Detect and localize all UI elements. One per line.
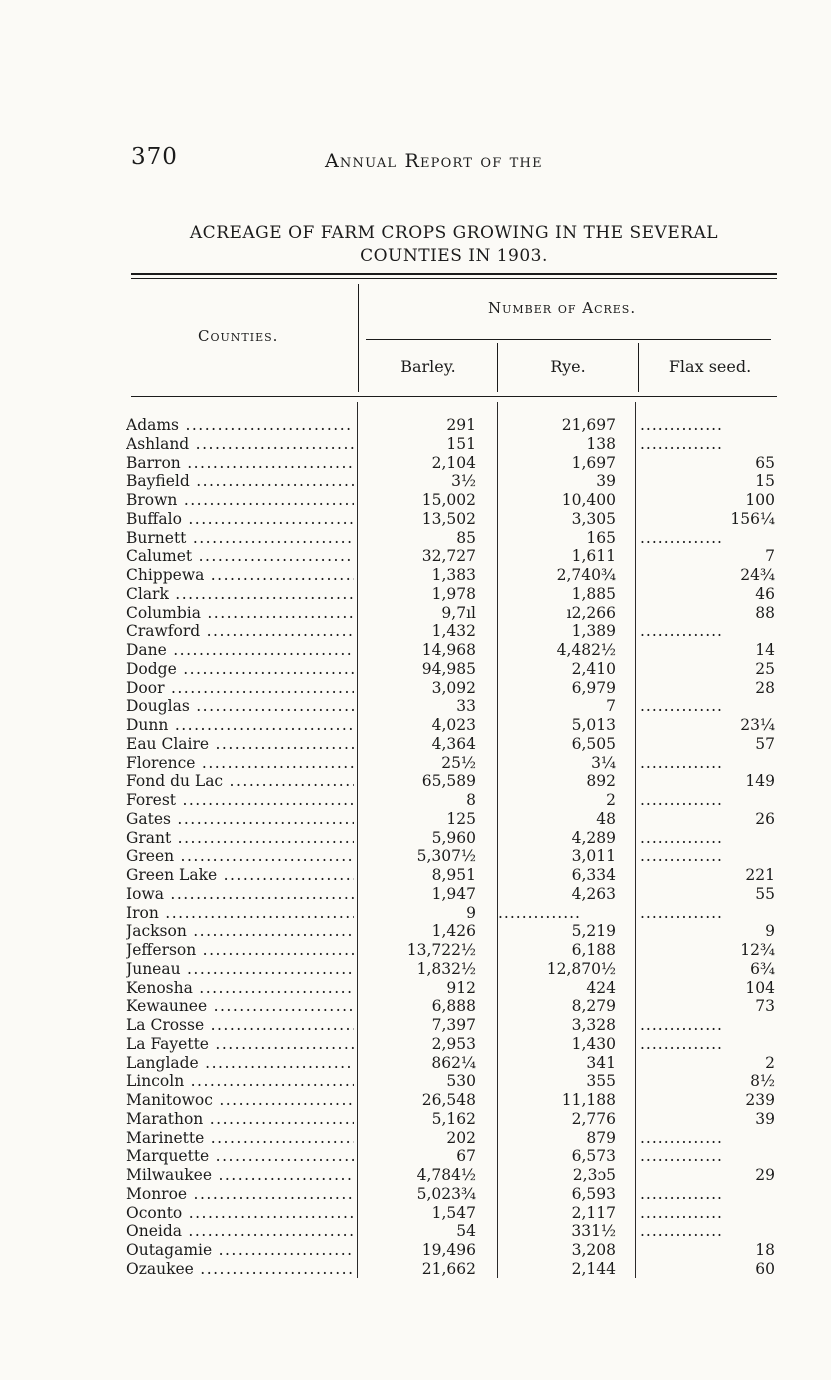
rye-acres: 5,219 [571, 922, 616, 941]
flax-acres: 24¾ [740, 566, 775, 584]
county-name: Crawford ..... [126, 622, 354, 641]
barley-acres: 3½ [451, 472, 476, 491]
flax-acres: 7 [765, 547, 775, 566]
barley-acres: 9 [466, 903, 476, 922]
flax-acres: 39 [755, 1109, 775, 1128]
flax-acres: 18 [755, 1241, 775, 1259]
barley-acres: 94,985 [421, 659, 476, 678]
table-row [126, 679, 777, 698]
rye-acres: 138 [586, 434, 616, 453]
barley-acres: 1,978 [431, 584, 476, 603]
barley-acres: 1,832½ [416, 959, 476, 978]
flax-acres: .............. [640, 1016, 723, 1034]
barley-acres: 291 [446, 416, 476, 434]
rye-acres: 1,389 [571, 622, 616, 641]
flax-acres: .............. [640, 847, 723, 866]
county-name: Jackson ..... [126, 922, 354, 941]
table-row [126, 604, 777, 623]
county-name: Marquette ..... [126, 1147, 354, 1166]
top-double-rule-2 [131, 278, 777, 279]
rye-acres: 3,011 [571, 847, 616, 866]
barley-acres: 32,727 [421, 547, 476, 566]
rye-acres: 2,3ɔ5 [572, 1166, 616, 1184]
flax-acres: .............. [640, 1222, 723, 1241]
barley-acres: 4,364 [431, 734, 476, 753]
rye-acres: 165 [586, 528, 616, 547]
table-row [126, 1072, 777, 1091]
county-name: Green Lake ..... [126, 866, 354, 885]
table-row [126, 1241, 777, 1260]
rye-acres: 424 [586, 978, 616, 997]
flax-acres: 88 [755, 603, 775, 622]
county-name: Ashland ..... [126, 435, 354, 454]
flax-acres: .............. [640, 753, 723, 772]
table-row [126, 997, 777, 1016]
barley-acres: 9,7ıl [441, 603, 476, 622]
barley-acres: 65,589 [421, 772, 476, 791]
rye-acres: 331½ [571, 1222, 616, 1241]
table-row [126, 1204, 777, 1223]
table-row [126, 810, 777, 829]
rye-acres: 21,697 [561, 416, 616, 434]
county-name: Oconto ..... [126, 1204, 354, 1223]
county-name: Forest ..... [126, 791, 354, 810]
barley-acres: 202 [446, 1128, 476, 1147]
barley-acres: 14,968 [421, 641, 476, 659]
county-name: Dunn ..... [126, 716, 354, 735]
table-row [126, 1091, 777, 1110]
rye-acres: 4,263 [571, 884, 616, 903]
county-name: Ozaukee ..... [126, 1260, 354, 1279]
county-name: Iron ..... [126, 904, 354, 923]
barley-acres: 85 [456, 528, 476, 547]
table-row [126, 585, 777, 604]
barley-acres: 5,960 [431, 828, 476, 847]
flax-acres: 23¼ [740, 716, 775, 734]
column-header-flax-seed: Flax seed. [668, 357, 752, 376]
county-name: Dane ..... [126, 641, 354, 660]
flax-acres: .............. [640, 1184, 723, 1203]
rye-acres: 48 [596, 809, 616, 828]
rye-acres: 2,144 [571, 1259, 616, 1278]
barley-acres: 4,023 [431, 716, 476, 734]
flax-acres: .............. [640, 697, 723, 716]
flax-acres: .............. [640, 622, 723, 641]
running-head: Annual Report of the [325, 150, 543, 172]
flax-acres: 29 [755, 1166, 775, 1184]
stub-header: Counties. [198, 327, 279, 345]
county-name: Gates ..... [126, 810, 354, 829]
barley-acres: 15,002 [421, 491, 476, 509]
table-row [126, 1147, 777, 1166]
flax-acres: 239 [745, 1091, 775, 1109]
county-name: Chippewa ..... [126, 566, 354, 585]
rye-acres: 2,740¾ [556, 566, 616, 584]
rye-acres: 1,430 [571, 1034, 616, 1053]
flax-acres: 221 [745, 866, 775, 884]
group-header: Number of Acres. [488, 299, 637, 317]
rye-acres: 3,305 [571, 509, 616, 528]
county-name: Burnett ..... [126, 529, 354, 548]
rye-acres: 4,482½ [556, 641, 616, 659]
table-row [126, 904, 777, 923]
flax-acres: 12¾ [740, 941, 775, 959]
county-name: Oneida ..... [126, 1222, 354, 1241]
table-row [126, 641, 777, 660]
flax-acres: 55 [755, 884, 775, 903]
column-header-rye: Rye. [550, 357, 586, 376]
barley-acres: 7,397 [431, 1016, 476, 1034]
table-row [126, 941, 777, 960]
rye-acres: 10,400 [561, 491, 616, 509]
barley-acres: 4,784½ [416, 1166, 476, 1184]
rye-acres: 6,505 [571, 734, 616, 753]
county-name: Clark ..... [126, 585, 354, 604]
flax-acres: .............. [640, 791, 723, 809]
table-row [126, 510, 777, 529]
barley-acres: 26,548 [421, 1091, 476, 1109]
table-row [126, 1035, 777, 1054]
table-row [126, 1260, 777, 1279]
barley-acres: 19,496 [421, 1241, 476, 1259]
table-row [126, 1222, 777, 1241]
barley-acres: 530 [446, 1072, 476, 1091]
table-title-line-2: COUNTIES IN 1903. [360, 246, 548, 266]
table-row [126, 772, 777, 791]
flax-acres: 104 [745, 978, 775, 997]
county-name: Florence ..... [126, 754, 354, 773]
rye-acres: 5,013 [571, 716, 616, 734]
table-title-line-1: ACREAGE OF FARM CROPS GROWING IN THE SEVERAL [189, 223, 719, 243]
table-row [126, 716, 777, 735]
barley-acres: 25½ [441, 753, 476, 772]
table-row [126, 847, 777, 866]
table-row [126, 454, 777, 473]
rye-acres: 6,979 [571, 678, 616, 697]
table-row [126, 566, 777, 585]
county-name: Monroe ..... [126, 1185, 354, 1204]
table-row [126, 791, 777, 810]
rye-acres: 6,573 [571, 1147, 616, 1166]
rye-acres: 3,328 [571, 1016, 616, 1034]
rye-acres: 2,117 [571, 1203, 616, 1222]
column-divider-1 [497, 343, 498, 392]
flax-acres: 73 [755, 997, 775, 1016]
table-row [126, 866, 777, 885]
barley-acres: 5,023¾ [416, 1184, 476, 1203]
county-name: Adams ..... [126, 416, 354, 435]
flax-acres: 28 [755, 678, 775, 697]
flax-acres: .............. [640, 434, 723, 453]
flax-acres: 149 [745, 772, 775, 791]
flax-acres: 60 [755, 1259, 775, 1278]
rye-acres: 341 [586, 1053, 616, 1072]
barley-acres: 13,502 [421, 509, 476, 528]
table-row [126, 1185, 777, 1204]
county-name: Calumet ..... [126, 547, 354, 566]
table-row [126, 1054, 777, 1073]
county-name: Grant ..... [126, 829, 354, 848]
flax-acres: 26 [755, 809, 775, 828]
county-name: Milwaukee ..... [126, 1166, 354, 1185]
barley-acres: 3,092 [431, 678, 476, 697]
table-body [126, 416, 777, 1279]
barley-acres: 33 [456, 697, 476, 716]
table-row [126, 885, 777, 904]
county-name: Manitowoc ..... [126, 1091, 354, 1110]
rye-acres: 39 [596, 472, 616, 491]
rye-acres: 1,697 [571, 453, 616, 472]
rye-acres: 892 [586, 772, 616, 791]
flax-acres: .............. [640, 828, 723, 847]
table-row [126, 960, 777, 979]
rye-acres: 879 [586, 1128, 616, 1147]
flax-acres: .............. [640, 416, 723, 434]
column-header-barley: Barley. [400, 357, 456, 376]
flax-acres: 46 [755, 584, 775, 603]
barley-acres: 151 [446, 434, 476, 453]
flax-acres: 25 [755, 659, 775, 678]
flax-acres: 100 [745, 491, 775, 509]
county-name: Kenosha ..... [126, 979, 354, 998]
county-name: La Crosse ..... [126, 1016, 354, 1035]
rye-acres: 6,593 [571, 1184, 616, 1203]
rye-acres: 11,188 [561, 1091, 616, 1109]
flax-acres: .............. [640, 1147, 723, 1166]
county-name: Barron ..... [126, 454, 354, 473]
county-name: Lincoln ..... [126, 1072, 354, 1091]
county-name: Douglas ..... [126, 697, 354, 716]
county-name: Green ..... [126, 847, 354, 866]
barley-acres: 1,547 [431, 1203, 476, 1222]
rye-acres: 2 [606, 791, 616, 809]
flax-acres: 156¼ [730, 509, 775, 528]
group-header-rule [366, 339, 771, 340]
table-row [126, 547, 777, 566]
barley-acres: 1,947 [431, 884, 476, 903]
flax-acres: .............. [640, 903, 723, 922]
barley-acres: 6,888 [431, 997, 476, 1016]
flax-acres: 2 [765, 1053, 775, 1072]
table-row [126, 435, 777, 454]
flax-acres: 9 [765, 922, 775, 941]
rye-acres: 4,289 [571, 828, 616, 847]
barley-acres: 21,662 [421, 1259, 476, 1278]
flax-acres: 6¾ [750, 959, 775, 978]
barley-acres: 67 [456, 1147, 476, 1166]
stub-divider [358, 284, 359, 392]
table-row [126, 491, 777, 510]
rye-acres: 8,279 [571, 997, 616, 1016]
county-name: Brown ..... [126, 491, 354, 510]
barley-acres: 862¼ [431, 1053, 476, 1072]
county-name: Columbia ..... [126, 604, 354, 623]
county-name: Eau Claire ..... [126, 735, 354, 754]
table-row [126, 622, 777, 641]
rye-acres: 3,208 [571, 1241, 616, 1259]
table-row [126, 660, 777, 679]
flax-acres: 65 [755, 453, 775, 472]
rye-acres: 355 [586, 1072, 616, 1091]
county-name: Outagamie ..... [126, 1241, 354, 1260]
top-double-rule-1 [131, 273, 777, 275]
barley-acres: 912 [446, 978, 476, 997]
county-name: Buffalo ..... [126, 510, 354, 529]
rye-acres: 2,410 [571, 659, 616, 678]
flax-acres: .............. [640, 528, 723, 547]
table-row [126, 979, 777, 998]
rye-acres: 1,885 [571, 584, 616, 603]
header-bottom-rule [131, 396, 777, 397]
table-row [126, 1129, 777, 1148]
barley-acres: 1,426 [431, 922, 476, 941]
barley-acres: 125 [446, 809, 476, 828]
rye-acres: 1,611 [571, 547, 616, 566]
barley-acres: 1,432 [431, 622, 476, 641]
rye-acres: 6,188 [571, 941, 616, 959]
barley-acres: 5,162 [431, 1109, 476, 1128]
table-row [126, 472, 777, 491]
barley-acres: 2,104 [431, 453, 476, 472]
table-row [126, 922, 777, 941]
flax-acres: .............. [640, 1034, 723, 1053]
barley-acres: 2,953 [431, 1034, 476, 1053]
county-name: Kewaunee ..... [126, 997, 354, 1016]
page-number: 370 [131, 144, 178, 170]
barley-acres: 1,383 [431, 566, 476, 584]
barley-acres: 8 [466, 791, 476, 809]
barley-acres: 54 [456, 1222, 476, 1241]
county-name: Langlade ..... [126, 1054, 354, 1073]
table-row [126, 1166, 777, 1185]
rye-acres: 3¼ [591, 753, 616, 772]
table-row [126, 697, 777, 716]
county-name: Marinette ..... [126, 1129, 354, 1148]
flax-acres: 15 [755, 472, 775, 491]
column-divider-2 [638, 343, 639, 392]
county-name: La Fayette ..... [126, 1035, 354, 1054]
barley-acres: 8,951 [431, 866, 476, 884]
table-row [126, 735, 777, 754]
county-name: Dodge ..... [126, 660, 354, 679]
table-row [126, 1110, 777, 1129]
barley-acres: 13,722½ [406, 941, 476, 959]
rye-acres: 2,776 [571, 1109, 616, 1128]
flax-acres: 57 [755, 734, 775, 753]
rye-acres: .............. [498, 903, 581, 922]
county-name: Iowa ..... [126, 885, 354, 904]
table-row [126, 416, 777, 435]
table-row [126, 829, 777, 848]
county-name: Juneau ..... [126, 960, 354, 979]
county-name: Marathon ..... [126, 1110, 354, 1129]
county-name: Jefferson ..... [126, 941, 354, 960]
table-row [126, 1016, 777, 1035]
flax-acres: .............. [640, 1128, 723, 1147]
barley-acres: 5,307½ [416, 847, 476, 866]
table-title [131, 222, 777, 268]
rye-acres: ı2,266 [566, 603, 616, 622]
flax-acres: 8½ [750, 1072, 775, 1091]
flax-acres: .............. [640, 1203, 723, 1222]
county-name: Door ..... [126, 679, 354, 698]
table-row [126, 754, 777, 773]
table-row [126, 529, 777, 548]
county-name: Bayfield ..... [126, 472, 354, 491]
rye-acres: 12,870½ [546, 959, 616, 978]
county-name: Fond du Lac ..... [126, 772, 354, 791]
rye-acres: 6,334 [571, 866, 616, 884]
flax-acres: 14 [755, 641, 775, 659]
rye-acres: 7 [606, 697, 616, 716]
